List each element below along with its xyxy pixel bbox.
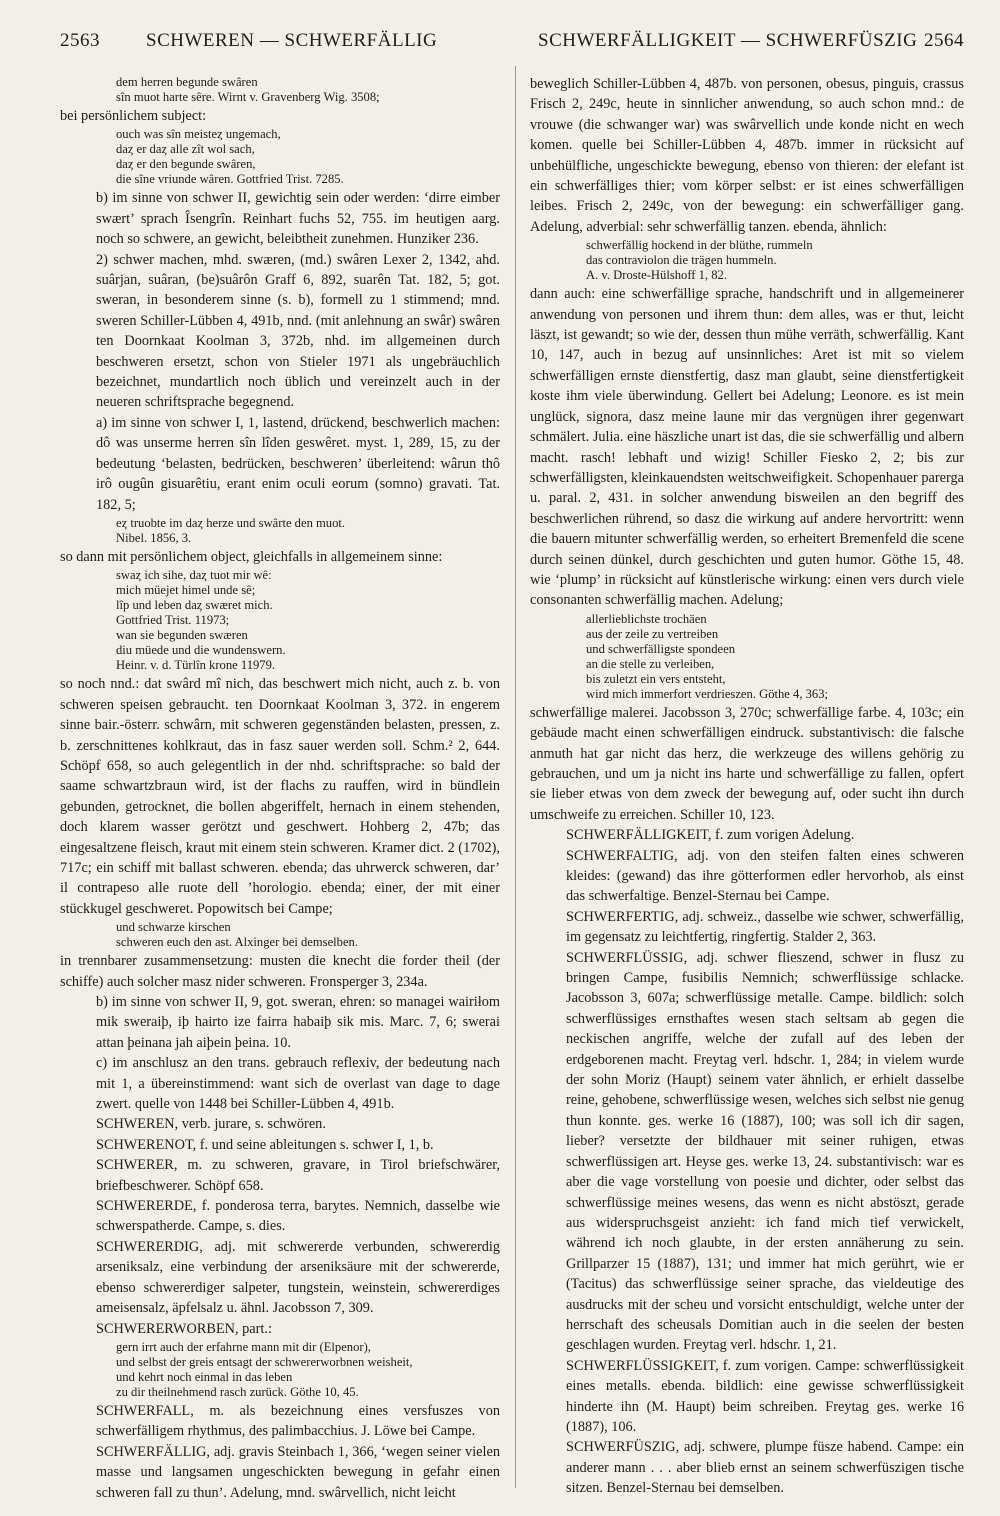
dictionary-entry: SCHWERERDE, f. ponderosa terra, barytes. Nemnich, dasselbe wie schwerspatherde. Campe, s. dies. xyxy=(96,1198,500,1235)
dictionary-entry: SCHWERERDIG, adj. mit schwererde verbunden, schwererdig arseniksalz, eine verbindung der arseniksäure mit der schwererde, ebenso schwererdiger salpeter, tungstein, weinstein, schwererdiges ameisensalz, äpfelsalz u. ähnl. Jacobsson 7, 309. xyxy=(96,1238,500,1317)
citation-quote: eȥ truobte im daȥ herze und swârte den muot. Nibel. 1856, 3. xyxy=(116,515,346,545)
entry-subsection: b) im sinne von schwer II, 9, got. sweran, ehren: so managei wairiłom mik sweraiþ, iþ hairto ize fairra habaiþ sik mis. Marc. 7, 6; swerai attan þeinana jah aiþein þeina. 10. xyxy=(96,994,500,1051)
entry-subsection: 2) schwer machen, mhd. swæren, (md.) swâren Lexer 2, 1342, ahd. suârjan, suâran, (be)suârôn Graff 6, 892, suarên Tat. 182, 5; got. sweran, in besonderem sinne (s. b), formell zu 1 stimmend; mnd. sweren Schiller-Lübben 4, 491b, nnd. (mit anlehnung an swâr) swâren ten Doornkaat Koolman 3, 372b, nhd. im allgemeinen durch beschweren ersetzt, schon von Stieler 1971 als ungebräuchlich bezeichnet, mundartlich noch üblich und vereinzelt auch in der neueren schriftsprache begegnend. xyxy=(96,251,500,411)
entry-paragraph: schwerfällige malerei. Jacobsson 3, 270c; schwerfällige farbe. 4, 103c; ein gebäude macht einen schwerfälligen eindruck. substantivisch: die falsche anmuth hat gar nicht das herz, die werkzeuge des willens gehörig zu gebrauchen, und um ja nicht ins harte und schwerfällige zu fallen, opfert sie lieber etwas von dem zweck der bewegung auf, oder sucht ihn durch umschweife zu erreichen. Schiller 10, 123. xyxy=(530,704,964,823)
running-headword-right: SCHWERFÄLLIGKEIT — SCHWERFÜSZIG xyxy=(538,30,918,51)
dictionary-entry: SCHWERFERTIG, adj. schweiz., dasselbe wie schwer, schwerfällig, im gegensatz zu leichtfertig, ringfertig. Stalder 2, 363. xyxy=(566,908,964,946)
entry-subsection: b) im sinne von schwer II, gewichtig sein oder werden: ‘dirre eimber swært’ sprach Îsengrîn. Reinhart fuchs 52, 755. im heutigen aarg. noch so schwere, an gewicht, beleibtheit zunehmen. Hunziker 236. xyxy=(96,190,500,248)
dictionary-entry: SCHWERFLÜSSIGKEIT, f. zum vorigen. Campe: schwerflüssigkeit eines metalls. ebenda. bildlich: eine gewisse schwerflüssigkeit hinderte ihn (M. Haupt) beim schreiben. Freytag ges. werke 16 (1887), 106. xyxy=(566,1357,964,1435)
running-headword-left: SCHWEREN — SCHWERFÄLLIG xyxy=(146,30,438,51)
dictionary-entry: SCHWERFALTIG, adj. von den steifen falten eines schweren kleides: (gewand) das ihre götterformen edler hervorhob, als einst das schwerfaltige. Benzel-Sternau bei Campe. xyxy=(566,847,964,905)
citation-quote: schwerfällig hockend in der blüthe, rummeln das contraviolon die trägen hummeln. A. v. Droste-Hülshoff 1, 82. xyxy=(586,238,813,283)
entry-paragraph: so noch nnd.: dat swârd mî nich, das beschwert mich nicht, auch z. b. von schweren speisen gebraucht. ten Doornkaat Koolman 3, 372. in engerem sinne bair.-österr. schwârn, mit schweren gegenständen belasten, pressen, z. b. zerschnittenes kohlkraut, das in fasz sauer werden soll. Schm.² 2, 644. Schöpf 658, so auch gelegentlich in der nhd. schriftsprache: so bald der saame schwartzbraun wird, ist der flachs zu rauffen, wird in bündlein gebunden, getrocknet, die bollen abgeriffelt, hernach in einem stehenden, doch klarem wasser gerötzt und geschwert. Hohberg 2, 47b; das eingesaltzene fleisch, kraut mit einem stein schweren. Kramer dict. 2 (1702), 717c; ein schiff mit ballast schweren. ebenda; das uhrwerck schweren, dar’ il contrapeso alle ruote dell ’horologio. ebenda; einer, der mit einer stückkugel geschweret. Popowitsch bei Campe; xyxy=(60,676,500,917)
citation-quote: gern irrt auch der erfahrne mann mit dir (Elpenor), und selbst der greis entsagt der schwererworbnen weisheit, und kehrt noch einmal in das leben zu dir theilnehmend rasch zurück. Göthe 10, 45. xyxy=(116,1339,413,1399)
entry-paragraph: beweglich Schiller-Lübben 4, 487b. von personen, obesus, pinguis, crassus Frisch 2, 249c, heute in sinnlicher anwendung, so auch schon mnd.: de vrouwe (die schwanger war) was swârvellich unde konde nicht en wech komen. quelle bei Schiller-Lübben 4, 487b. immer in rücksicht auf unbehülfliche, ungeschickte bewegung, ebenso von thieren: der elefant ist ein schwerfälliges thier; vom körper selbst: er ist eines schwerfälligen leibes. Frisch 2, 249c, von der bewegung: ein schwerfälliger gang. Adelung, adverbial: sehr schwerfällig tanzen. ebenda, ähnlich: xyxy=(530,76,964,235)
citation-quote: dem herren begunde swâren sîn muot harte sêre. Wirnt v. Gravenberg Wig. 3508; xyxy=(116,75,380,104)
left-column xyxy=(60,74,500,1501)
right-column xyxy=(530,74,964,1497)
citation-quote: allerlieblichste trochäen aus der zeile zu vertreiben und schwerfälligste spondeen an die stelle zu verleiben, bis zuletzt ein vers entsteht, wird mich immerfort verdrieszen. Göthe 4, 363; xyxy=(586,611,829,701)
entry-paragraph: in trennbarer zusammensetzung: musten die knecht die forder theil (der schiffe) auch solcher masz nider schweren. Fronsperger 3, 234a. xyxy=(60,953,500,990)
citation-quote: und schwarze kirschen schweren euch den ast. Alxinger bei demselben. xyxy=(116,920,358,950)
entry-paragraph: dann auch: eine schwerfällige sprache, handschrift und in allgemeinerer anwendung von personen und ihrem thun: dem alles, was er thut, leicht läszt, ist gewandt; so wie der, dessen thun mühe verräth, schwerfällig. Kant 10, 147, auch in bezug auf unsinnliches: Aret ist mit so vielem schwerfälligen ernste dienstfertig, dasz man glaubt, seine dienstfertigkeit koste ihm viele überwindung. Gellert bei Adelung; Leonore. es ist mein unglück, signora, dasz meine laune mir das vergnügen ihrer gegenwart schmälert. Julia. eine häszliche unart ist das, die sie schwerfällig und albern macht. rasch! lebhaft und wizig! Schiller Fiesko 2, 2; bis zur schwerfälligsten, kleinkauendsten weitschweifigkeit. Schopenhauer parerga u. paral. 2, 431. in solcher anwendung bisweilen an den begriff des beschwerlichen rührend, so dasz die wirkung auf andere hervortritt: wenn die bauern mitunter schwerfällig werden, so erheitert Bremenfeld die scene durch seinen dünkel, durch geschichten und guten humor. Göthe 15, 48. wie ‘plump’ in rücksicht auf künstlerische wirkung: einen vers durch viele consonanten schwerfällig machen. Adelung; xyxy=(530,286,964,609)
citation-quote: swaȥ ich sihe, daȥ tuot mir wê: mich müejet himel unde sê; lîp und leben daȥ swæret mich. Gottfried Trist. 11973; wan sie begunden swæren diu müede und die wundenswern. Heinr. v. d. Türlîn krone 11979. xyxy=(116,568,286,673)
running-header xyxy=(60,30,964,64)
dictionary-entry: SCHWERERWORBEN, part.: xyxy=(96,1320,272,1337)
dictionary-entry: SCHWERENOT, f. und seine ableitungen s. schwer I, 1, b. xyxy=(96,1136,434,1153)
page-number-right: 2564 xyxy=(924,30,964,51)
dictionary-entry: SCHWERFÜSZIG, adj. schwere, plumpe füsze habend. Campe: ein anderer mann . . . aber blieb ernst an seinem schwerfüszigen tische sitzen. Benzel-Sternau bei demselben. xyxy=(566,1439,964,1497)
entry-subsection: a) im sinne von schwer I, 1, lastend, drückend, beschwerlich machen: dô was unserme herren sîn lîden geswêret. myst. 1, 289, 15, zu der bedeutung ‘belasten, bedrücken, beschweren’ überleitend: wârun thô irô ougûn gisuarêtiu, erant enim oculi eorum (somno) gravati. Tat. 182, 5; xyxy=(96,414,500,513)
page-number-left: 2563 xyxy=(60,30,100,51)
dictionary-entry: SCHWEREN, verb. jurare, s. schwören. xyxy=(96,1116,326,1133)
dictionary-entry: SCHWERFÄLLIG, adj. gravis Steinbach 1, 366, ‘wegen seiner vielen masse und langsamen ungeschickten bewegung in gefahr einen schweren fall zu thun’. Adelung, mnd. swârvellich, nicht leicht xyxy=(96,1443,500,1501)
column-divider xyxy=(515,66,516,1488)
dictionary-entry: SCHWERFLÜSSIG, adj. schwer flieszend, schwer in flusz zu bringen Campe, fusibilis Nemnich; schwerflüssige schlacke. Jacobsson 3, 607a; schwerflüssige metalle. Campe. bildlich: solch schwerflüssiges ernsthaftes wesen stach seltsam ab gegen die neckischen angriffe, welche der zufall auf des leben der erdgeborenen macht. Freytag verl. hdschr. 1, 284; in vielem wurde der sohn Moriz (Haupt) seinem vater ähnlich, er erhielt dasselbe reine, gehobene, schwerflüssige wesen, welches sich selbst nie genug thun konnte. ges. werke 16 (1887), 100; was soll ich dir sagen, lieber? versetzte der bildhauer mit seiner ruhigen, etwas schwerflüssigen art. Heyse ges. werke 13, 24. substantivisch: war es aber die vage vorstellung von poesie und dichter, oder selbst das schwerflüssige meines wesens, das wenn es nicht abstöszt, gerade aus widerspruchsgeist anzieht: ich fand mich tief verwickelt, während ich noch glaubte, in der ersten annäherung zu sein. Grillparzer 15 (1887), 131; und immer hat mich gerührt, wie er (Tacitus) das schwerflüssige seiner sprache, das vieldeutige des ausdrucks mit der scheu und vorsicht entschuldigt, welche unter der herrschaft des scheusals Domitian auch in die seelen der besten geschlagen wurden. Freytag verl. hdschr. 1, 21. xyxy=(566,949,964,1354)
dictionary-entry: SCHWERFÄLLIGKEIT, f. zum vorigen Adelung. xyxy=(566,827,855,844)
entry-paragraph: so dann mit persönlichem object, gleichfalls in allgemeinem sinne: xyxy=(60,548,443,565)
dictionary-entry: SCHWERER, m. zu schweren, gravare, in Tirol briefschwärer, briefbeschwerer. Schöpf 658. xyxy=(96,1157,500,1194)
entry-subsection: c) im anschlusz an den trans. gebrauch reflexiv, der bedeutung nach mit 1, a übereinstimmend: want sich de overlast van dage to dage zwert. quelle von 1448 bei Schiller-Lübben 4, 491b. xyxy=(96,1055,500,1113)
citation-quote: ouch was sîn meisteȥ ungemach, daȥ er daȥ alle zît wol sach, daȥ er den begunde swâren, die sîne vriunde wâren. Gottfried Trist. 7285. xyxy=(116,127,344,187)
dictionary-entry: SCHWERFALL, m. als bezeichnung eines versfuszes von schwerfälligem rhythmus, des palimbacchius. J. Löwe bei Campe. xyxy=(96,1402,500,1440)
entry-paragraph: bei persönlichem subject: xyxy=(60,108,207,124)
